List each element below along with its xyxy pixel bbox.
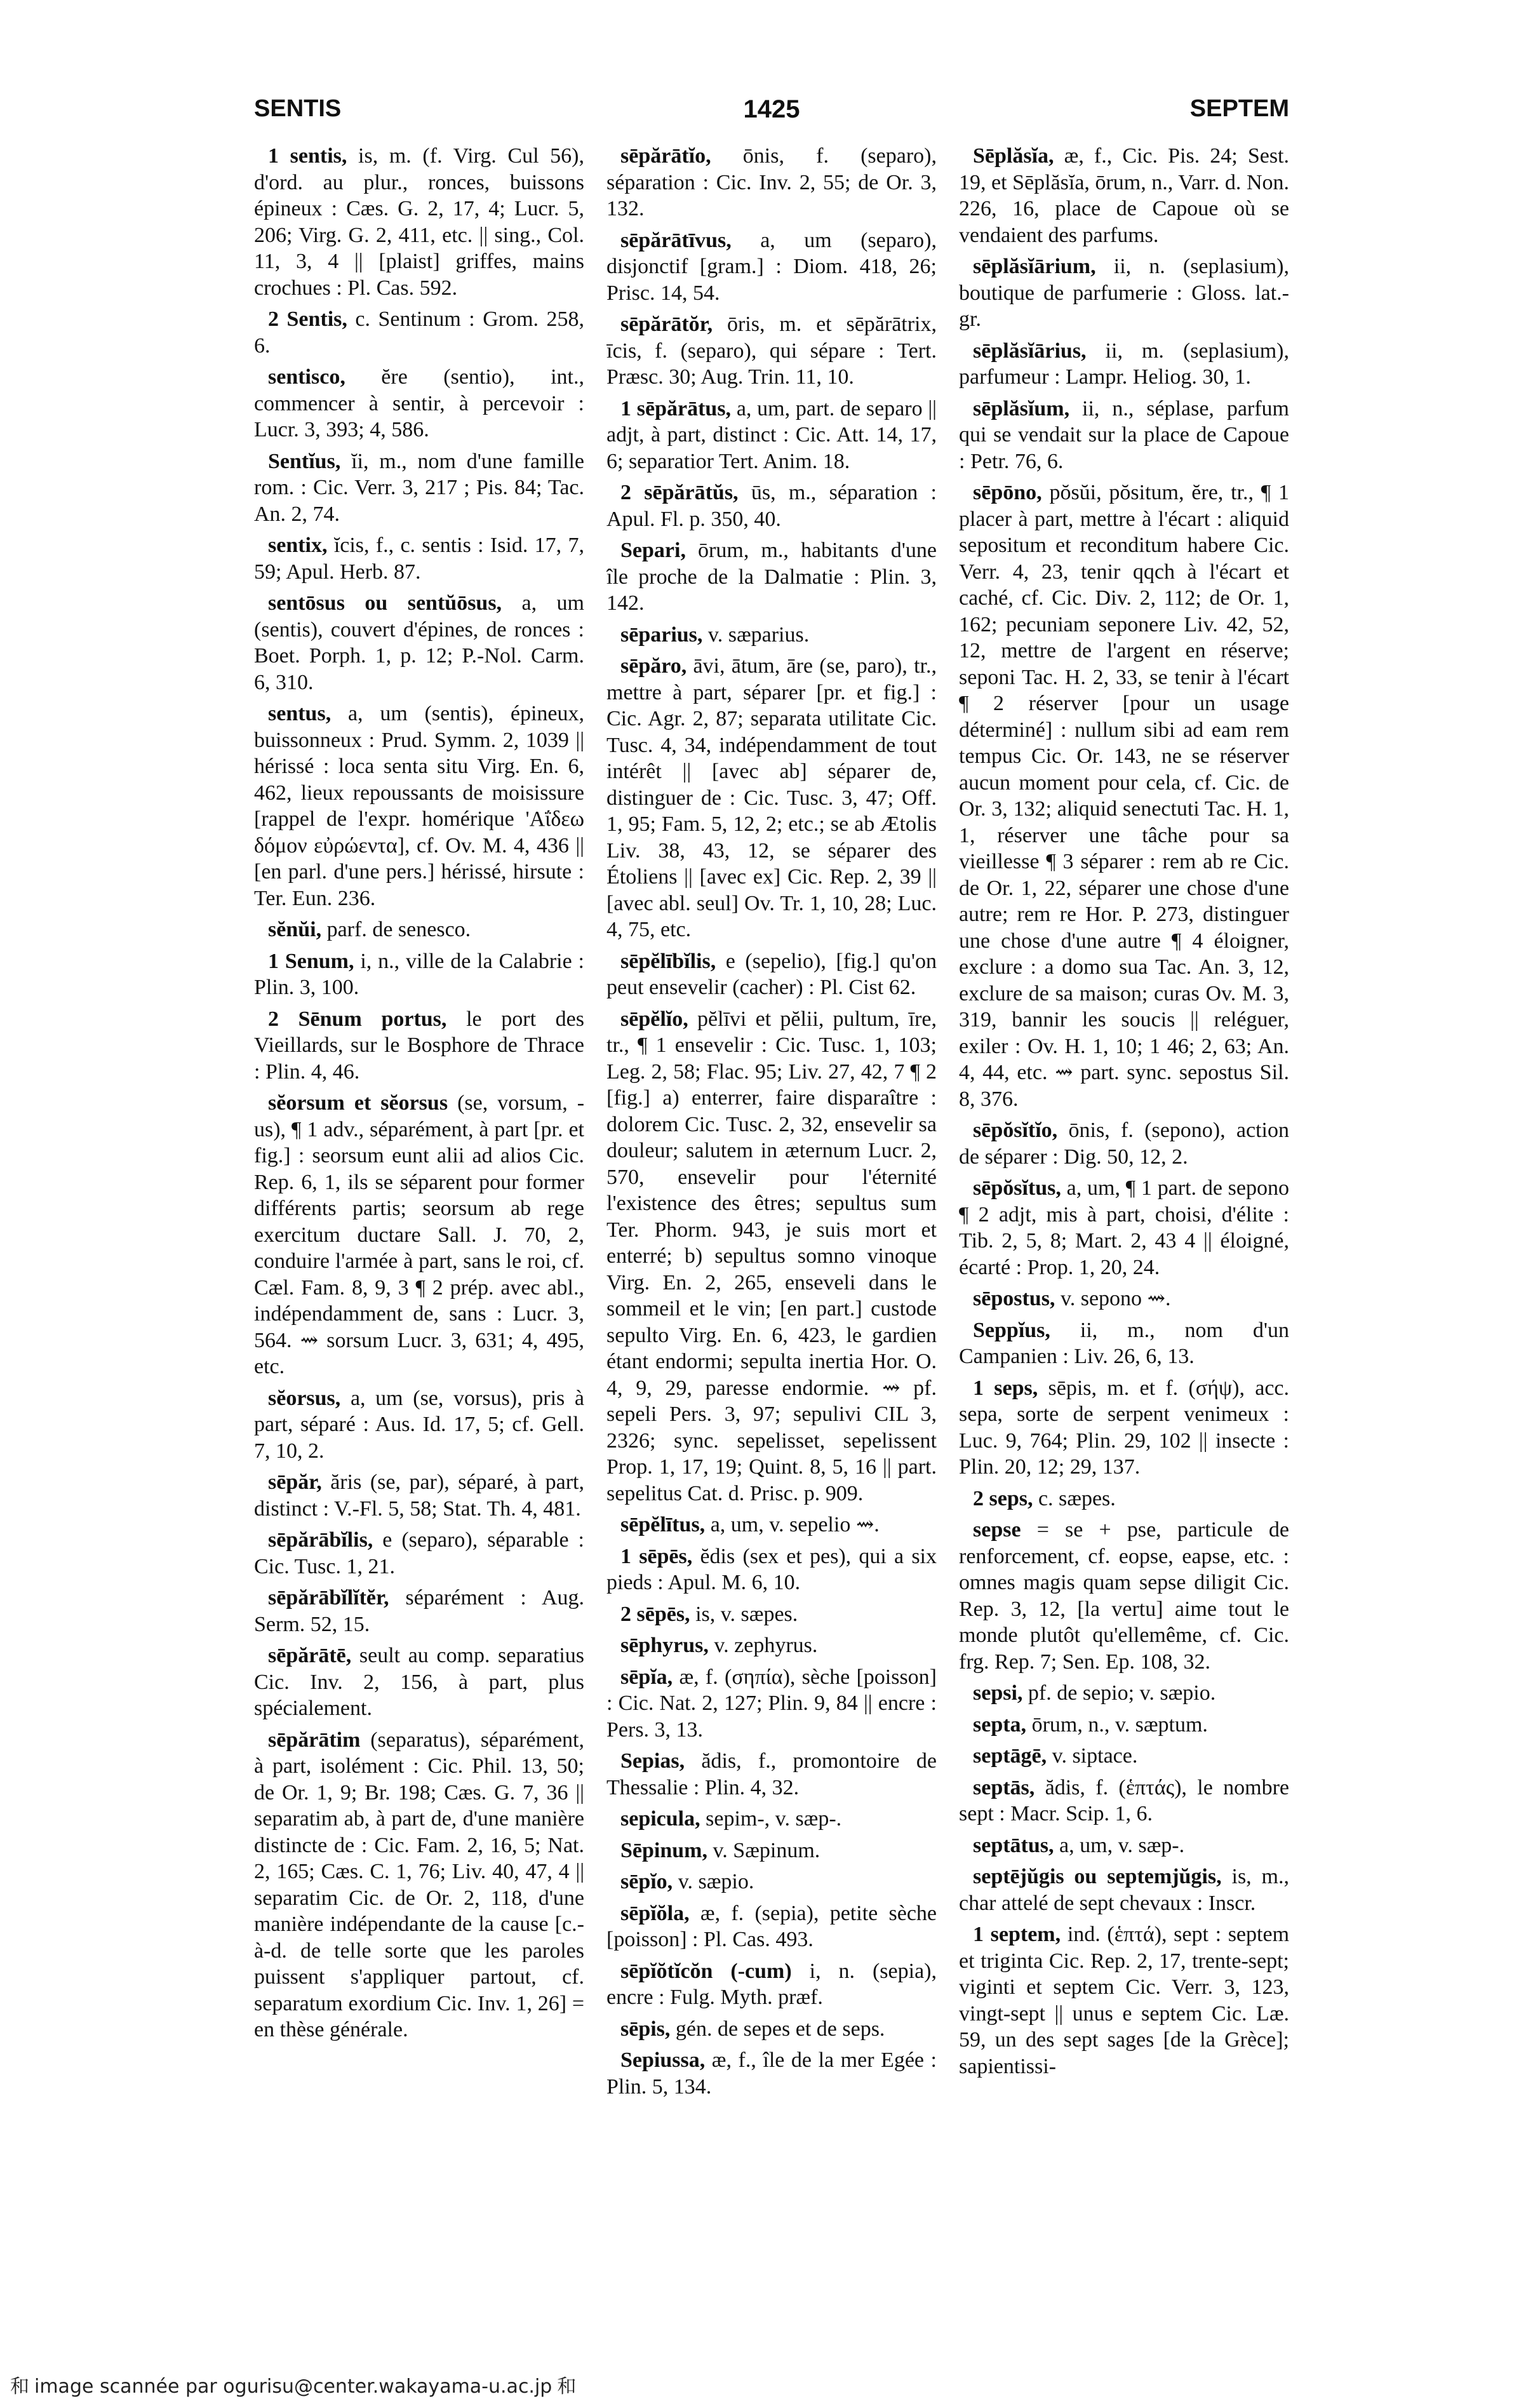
entry-definition: ădis, f., promontoire de Thessalie : Plin. 4, 32. xyxy=(606,1749,937,1799)
dictionary-entry xyxy=(254,306,584,359)
entry-headword: sĕorsum et sĕorsus xyxy=(268,1091,448,1115)
entry-definition: a, um, part. de separo || adjt, à part, distinct : Cic. Att. 14, 17, 6; separatior Tert. Anim. 18. xyxy=(606,396,937,473)
dictionary-entry xyxy=(254,948,584,1001)
entry-headword: sēpŏsĭtus, xyxy=(973,1176,1061,1200)
entry-headword: sēparius, xyxy=(620,622,703,647)
entry-definition: a, um, v. sepelio ⇝. xyxy=(710,1513,880,1536)
entry-definition: ōrum, m., habitants d'une île proche de la Dalmatie : Plin. 3, 142. xyxy=(606,539,937,615)
entry-definition: a, um (sentis), épineux, buissonneux : Prud. Symm. 2, 1039 || hérissé : loca senta situ Virg. En. 6, 462, lieux repoussants de moisissure [rappel de l'expr. homérique 'Αΐδεω δόμον εὐρώεντα], cf. Ov. M. 4, 436 || [en parl. d'une pers.] hérissé, hirsute : Ter. Eun. 236. xyxy=(254,702,584,910)
entry-definition: pŏsŭi, pŏsitum, ĕre, tr., ¶ 1 placer à part, mettre à l'écart : aliquid sepositum et reconditum habere Cic. Verr. 4, 23, tenir qqch à l'écart et caché, cf. Cic. Div. 2, 112; de Or. 1, 162; pecuniam seponere Liv. 42, 52, 12, mettre de l'argent en réserve; seponi Tac. H. 2, 33, se tenir à l'écart ¶ 2 réserver [pour un usage déterminé] : nullum sibi ad eam rem tempus Cic. Or. 143, ne se réserver aucun moment pour cela, cf. Cic. de Or. 3, 132; aliquid senectuti Tac. H. 1, 1, réserver une tâche pour sa vieillesse ¶ 3 séparer : rem ab re Cic. de Or. 1, 22, séparer une chose d'une autre; rem re Hor. P. 273, distinguer une chose d'une autre ¶ 4 éloigner, exclure : a domo sua Tac. An. 3, 12, exclure de sa maison; curas Ov. M. 3, 319, bannir les soucis || reléguer, exiler : Ov. H. 1, 10; 1 46; 2, 63; An. 4, 44, etc. ⇝ part. sync. sepostus Sil. 8, 376. xyxy=(959,481,1289,1111)
dictionary-entry xyxy=(606,622,937,649)
dictionary-entry xyxy=(254,364,584,443)
dictionary-entry xyxy=(959,1175,1289,1280)
dictionary-entry xyxy=(959,1832,1289,1859)
dictionary-entry xyxy=(606,1869,937,1895)
dictionary-entry xyxy=(959,1317,1289,1370)
dictionary-entry xyxy=(606,143,937,222)
entry-definition: ii, m. (seplasium), parfumeur : Lampr. Heliog. 30, 1. xyxy=(959,339,1289,389)
dictionary-entry xyxy=(254,917,584,943)
entry-headword: Sepias, xyxy=(620,1749,685,1773)
dictionary-entry xyxy=(254,448,584,528)
dictionary-entry xyxy=(959,1117,1289,1170)
entry-definition: ii, n. (seplasium), boutique de parfumerie : Gloss. lat.-gr. xyxy=(959,255,1289,331)
entry-headword: 1 sentis, xyxy=(268,144,347,168)
entry-definition: ōnis, f. (sepono), action de séparer : Dig. 50, 12, 2. xyxy=(959,1119,1289,1169)
entry-definition: ūs, m., séparation : Apul. Fl. p. 350, 40. xyxy=(606,481,937,531)
entry-definition: ĕre (sentio), int., commencer à sentir, à percevoir : Lucr. 3, 393; 4, 586. xyxy=(254,365,584,441)
entry-headword: sĕnŭi, xyxy=(268,918,322,941)
dictionary-entry xyxy=(254,590,584,696)
entry-headword: 1 seps, xyxy=(973,1376,1038,1400)
entry-definition: ōnis, f. (separo), séparation : Cic. Inv. 2, 55; de Or. 3, 132. xyxy=(606,144,937,220)
column-middle xyxy=(606,143,937,2283)
dictionary-entry xyxy=(254,1469,584,1522)
entry-headword: sēplăsĭārius, xyxy=(973,339,1087,363)
entry-definition: séparément : Aug. Serm. 52, 15. xyxy=(254,1586,584,1636)
entry-headword: sēplăsĭārium, xyxy=(973,255,1096,278)
entry-definition: æ, f., île de la mer Egée : Plin. 5, 134. xyxy=(606,2048,937,2099)
entry-definition: (se, vorsum, -us), ¶ 1 adv., séparément, à part [pr. et fig.] : seorsum eunt alii ad alios Cic. Rep. 6, 1, ils se séparent pour former différents partis; seorsum ab rege exercitum ductare Sall. J. 70, 2, conduire l'armée à part, sans le roi, cf. Cæl. Fam. 8, 9, 3 ¶ 2 prép. avec abl., indépendamment de, sans : Lucr. 3, 564. ⇝ sorsum Lucr. 3, 631; 4, 495, etc. xyxy=(254,1091,584,1378)
entry-headword: 1 sēpărātus, xyxy=(620,396,732,420)
entry-headword: sēplăsĭum, xyxy=(973,396,1070,420)
dictionary-entry xyxy=(606,227,937,307)
dictionary-entry xyxy=(959,1375,1289,1481)
entry-definition: ĭi, m., nom d'une famille rom. : Cic. Verr. 3, 217 ; Pis. 84; Tac. An. 2, 74. xyxy=(254,449,584,526)
entry-headword: 2 Sēnum portus, xyxy=(268,1007,447,1031)
dictionary-entry xyxy=(959,1921,1289,2080)
entry-headword: 2 seps, xyxy=(973,1486,1033,1510)
entry-headword: 2 sēpărātŭs, xyxy=(620,481,739,504)
footer-mark-left: 和 xyxy=(10,2376,29,2398)
dictionary-entry xyxy=(606,1006,937,1507)
entry-headword: sēpōno, xyxy=(973,481,1042,504)
entry-definition: c. sæpes. xyxy=(1038,1486,1116,1510)
dictionary-entry xyxy=(959,480,1289,1112)
entry-headword: 1 septem, xyxy=(973,1923,1061,1946)
page-number: 1425 xyxy=(743,95,800,123)
dictionary-entry xyxy=(606,396,937,475)
dictionary-entry xyxy=(606,1664,937,1744)
dictionary-entry xyxy=(254,1527,584,1580)
dictionary-entry xyxy=(959,338,1289,391)
dictionary-entry xyxy=(606,1900,937,1953)
dictionary-entry xyxy=(959,1743,1289,1770)
entry-definition: a, um (separo), disjonctif [gram.] : Diom. 418, 26; Prisc. 14, 54. xyxy=(606,228,937,305)
entry-headword: sēpĭŏtĭcŏn (-cum) xyxy=(620,1959,792,1983)
entry-headword: 2 Sentis, xyxy=(268,307,347,331)
entry-definition: = se + pse, particule de renforcement, cf. eopse, eapse, etc. : omnes magis quam sepse diligit Cic. Rep. 3, 12, [la vertu] aime tout le monde plutôt qu'ellemême, cf. Cic. frg. Rep. 7; Sen. Ep. 108, 32. xyxy=(959,1518,1289,1674)
entry-definition: v. Sæpinum. xyxy=(713,1838,820,1862)
entry-definition: a, um (se, vorsus), pris à part, séparé : Aus. Id. 17, 5; cf. Gell. 7, 10, 2. xyxy=(254,1386,584,1463)
entry-definition: v. sæpio. xyxy=(678,1870,754,1893)
header-guide-word-right: SEPTEM xyxy=(1189,95,1289,122)
entry-headword: Sēpinum, xyxy=(620,1838,707,1862)
entry-definition: a, um, ¶ 1 part. de sepono ¶ 2 adjt, mis à part, choisi, d'élite : Tib. 2, 5, 8; Mart. 2, 43 4 || éloigné, écarté : Prop. 1, 20, 24. xyxy=(959,1176,1289,1279)
entry-headword: sēpărābĭlĭtĕr, xyxy=(268,1586,389,1610)
entry-headword: sentisco, xyxy=(268,365,345,389)
entry-definition: sepim-, v. sæp-. xyxy=(706,1807,842,1831)
entry-headword: septās, xyxy=(973,1775,1035,1799)
entry-headword: sēpărātīvus, xyxy=(620,228,732,252)
entry-headword: sēpărātŏr, xyxy=(620,313,713,336)
entry-headword: septējŭgis ou septemjŭgis, xyxy=(973,1865,1222,1888)
entry-headword: 2 sēpēs, xyxy=(620,1602,690,1626)
dictionary-entry xyxy=(959,396,1289,475)
entry-headword: sēpărātim xyxy=(268,1728,361,1752)
entry-headword: sēpĭa, xyxy=(620,1665,673,1689)
entry-headword: sentōsus ou sentŭōsus, xyxy=(268,591,502,615)
entry-definition: ōrum, n., v. sæptum. xyxy=(1031,1712,1208,1737)
entry-definition: v. siptace. xyxy=(1052,1744,1138,1768)
dictionary-entry xyxy=(959,1680,1289,1707)
dictionary-entry xyxy=(606,2016,937,2043)
entry-headword: sepicula, xyxy=(620,1807,700,1831)
entry-definition: ăris (se, par), séparé, à part, distinct : V.-Fl. 5, 58; Stat. Th. 4, 481. xyxy=(254,1470,584,1521)
entry-headword: sepsi, xyxy=(973,1681,1023,1705)
entry-definition: parf. de senesco. xyxy=(326,918,471,941)
entry-definition: c. Sentinum : Grom. 258, 6. xyxy=(254,307,584,358)
dictionary-entry xyxy=(606,2047,937,2100)
entry-headword: Seppĭus, xyxy=(973,1318,1050,1342)
dictionary-entry xyxy=(959,1712,1289,1738)
entry-definition: ĭcis, f., c. sentis : Isid. 17, 7, 59; Apul. Herb. 87. xyxy=(254,534,584,584)
entry-headword: sepse xyxy=(973,1518,1021,1542)
dictionary-entry xyxy=(606,1806,937,1832)
dictionary-entry xyxy=(959,1486,1289,1512)
entry-headword: Sepiussa, xyxy=(620,2048,706,2072)
dictionary-columns xyxy=(254,143,1289,2283)
entry-headword: sēphyrus, xyxy=(620,1634,709,1657)
entry-definition: v. zephyrus. xyxy=(714,1634,818,1657)
entry-definition: v. sæparius. xyxy=(707,622,810,647)
entry-definition: pĕlīvi et pĕlii, pultum, īre, tr., ¶ 1 ensevelir : Cic. Tusc. 1, 103; Leg. 2, 58; Flac. 95; Liv. 27, 42, 7 ¶ 2 [fig.] a) enterrer, faire disparaître : dolorem Cic. Tusc. 2, 32, ensevelir sa douleur; salutem in æternum Lucr. 2, 570, ensevelir pour l'éternité l'existence des êtres; sepultus sum Ter. Phorm. 943, je suis mort et enterré; b) sepultus somno vinoque Virg. En. 2, 265, enseveli dans le sommeil et le vin; [en part.] custode sepulto Virg. En. 6, 423, le gardien étant endormi; sepulta inertia Hor. O. 4, 9, 29, paresse endormie. ⇝ pf. sepeli Pers. 3, 97; sepulivi CIL 3, 2326; sync. sepelisset, sepelissent Prop. 1, 17, 19; Quint. 8, 5, 16 || part. sepelitus Cat. d. Prisc. p. 909. xyxy=(606,1007,937,1505)
entry-headword: Separi, xyxy=(620,539,686,562)
dictionary-entry xyxy=(254,1585,584,1637)
dictionary-entry xyxy=(254,1006,584,1085)
entry-definition: v. sepono ⇝. xyxy=(1060,1287,1171,1310)
dictionary-entry xyxy=(606,537,937,617)
dictionary-entry xyxy=(254,1090,584,1380)
entry-headword: sēpĕlītus, xyxy=(620,1513,706,1536)
dictionary-entry xyxy=(254,1385,584,1465)
entry-definition: ădis, f. (ἑπτάς), le nombre sept : Macr. Scip. 1, 6. xyxy=(959,1775,1289,1825)
entry-headword: sēpĕlĭo, xyxy=(620,1007,688,1031)
entry-definition: æ, f. (sepia), petite sèche [poisson] : Pl. Cas. 493. xyxy=(606,1901,937,1951)
entry-definition: ĕdis (sex et pes), qui a six pieds : Apul. M. 6, 10. xyxy=(606,1544,937,1594)
entry-definition: gén. de sepes et de seps. xyxy=(675,2017,885,2041)
column-right xyxy=(959,143,1289,2283)
dictionary-entry xyxy=(254,1727,584,2043)
dictionary-entry xyxy=(254,701,584,911)
entry-headword: Sēplăsĭa, xyxy=(973,144,1054,168)
dictionary-entry xyxy=(606,1838,937,1864)
dictionary-entry xyxy=(606,1748,937,1801)
dictionary-entry xyxy=(254,143,584,301)
dictionary-entry xyxy=(606,653,937,943)
entry-definition: sēpis, m. et f. (σήψ), acc. sepa, sorte de serpent venimeux : Luc. 9, 764; Plin. 29, 102 || insecte : Plin. 20, 12; 29, 137. xyxy=(959,1376,1289,1479)
entry-definition: āvi, ātum, āre (se, paro), tr., mettre à part, séparer [pr. et fig.] : Cic. Agr. 2, 87; separata utilitate Cic. Tusc. 4, 34, indépendamment de tout intérêt || [avec ab] séparer de, distinguer de : Cic. Tusc. 3, 47; Off. 1, 95; Fam. 5, 12, 2; etc.; se ab Ætolis Liv. 38, 43, 12, se séparer des Étoliens || [avec ex] Cic. Rep. 2, 39 || [avec abl. seul] Ov. Tr. 1, 10, 28; Luc. 4, 75, etc. xyxy=(606,654,937,941)
entry-headword: sĕorsus, xyxy=(268,1386,341,1410)
entry-definition: is, v. sæpes. xyxy=(695,1602,798,1626)
entry-headword: 1 Senum, xyxy=(268,949,354,973)
entry-definition: is, m., char attelé de sept chevaux : Inscr. xyxy=(959,1865,1289,1915)
entry-definition: a, um (sentis), couvert d'épines, de ronces : Boet. Porph. 1, p. 12; P.-Nol. Carm. 6, 310. xyxy=(254,591,584,694)
dictionary-entry xyxy=(959,143,1289,248)
header-guide-word-left: SENTIS xyxy=(254,95,342,122)
entry-definition: i, n., ville de la Calabrie : Plin. 3, 100. xyxy=(254,949,584,999)
entry-definition: i, n. (sepia), encre : Fulg. Myth. præf. xyxy=(606,1959,937,2009)
entry-headword: septāgē, xyxy=(973,1744,1047,1768)
dictionary-entry xyxy=(606,948,937,1001)
dictionary-entry xyxy=(606,1512,937,1538)
dictionary-entry xyxy=(254,532,584,585)
dictionary-entry xyxy=(959,253,1289,333)
entry-headword: septa, xyxy=(973,1712,1027,1737)
dictionary-entry xyxy=(606,1543,937,1596)
running-header xyxy=(254,95,1289,133)
entry-definition: (separatus), séparément, à part, isolément : Cic. Phil. 13, 50; de Or. 1, 9; Br. 198; Cæs. G. 7, 36 || separatim ab, à part de, d'une manière distincte de : Cic. Fam. 2, 16, 5; Nat. 2, 165; Cæs. C. 1, 76; Liv. 40, 47, 4 || separatim Cic. de Or. 2, 118, d'une manière indépendante de la cause [c.-à-d. de telle sorte que les paroles puissent s'appliquer partout, cf. separatum exordium Cic. Inv. 1, 26] = en thèse générale. xyxy=(254,1728,584,2041)
entry-definition: le port des Vieillards, sur le Bosphore de Thrace : Plin. 4, 46. xyxy=(254,1007,584,1084)
dictionary-entry xyxy=(959,1864,1289,1916)
entry-headword: sēpŏsĭtĭo, xyxy=(973,1119,1058,1142)
dictionary-entry xyxy=(606,1632,937,1659)
entry-headword: sēpĭŏla, xyxy=(620,1901,690,1925)
scan-credit xyxy=(0,2370,581,2398)
entry-headword: 1 sēpēs, xyxy=(620,1544,693,1568)
dictionary-entry xyxy=(606,1958,937,2011)
entry-definition: æ, f. (σηπία), sèche [poisson] : Cic. Nat. 2, 127; Plin. 9, 84 || encre : Pers. 3, 13. xyxy=(606,1665,937,1742)
dictionary-entry xyxy=(959,1286,1289,1312)
entry-definition: æ, f., Cic. Pis. 24; Sest. 19, et Sēplăsĭa, ōrum, n., Varr. d. Non. 226, 16, place de Capoue où se vendaient des parfums. xyxy=(959,144,1289,247)
entry-headword: septātus, xyxy=(973,1833,1054,1857)
entry-definition: e (sepelio), [fig.] qu'on peut ensevelir (cacher) : Pl. Cist 62. xyxy=(606,949,937,999)
entry-definition: pf. de sepio; v. sæpio. xyxy=(1028,1681,1216,1705)
dictionary-entry xyxy=(254,1643,584,1722)
entry-headword: sēpărātē, xyxy=(268,1644,352,1667)
entry-headword: sēpis, xyxy=(620,2017,671,2041)
footer-text: image scannée par ogurisu@center.wakayama-u.ac.jp xyxy=(34,2376,552,2398)
entry-headword: sēpăro, xyxy=(620,654,687,678)
entry-headword: Sentĭus, xyxy=(268,449,341,473)
dictionary-entry xyxy=(959,1517,1289,1675)
entry-headword: sēpărābĭlis, xyxy=(268,1528,373,1552)
entry-definition: ōris, m. et sēpărātrix, īcis, f. (separo), qui sépare : Tert. Præsc. 30; Aug. Trin. 11, 10. xyxy=(606,313,937,389)
entry-headword: sēpĕlībĭlis, xyxy=(620,949,716,973)
entry-headword: sēpăr, xyxy=(268,1470,322,1494)
entry-headword: sēpărātĭo, xyxy=(620,144,711,168)
column-left xyxy=(254,143,584,2283)
dictionary-entry xyxy=(606,480,937,532)
entry-definition: a, um, v. sæp-. xyxy=(1059,1833,1185,1857)
entry-headword: sentix, xyxy=(268,534,328,557)
entry-definition: seult au comp. separatius Cic. Inv. 2, 156, à part, plus spécialement. xyxy=(254,1644,584,1720)
entry-headword: sēpostus, xyxy=(973,1287,1055,1310)
entry-definition: ind. (ἑπτά), sept : septem et triginta Cic. Rep. 2, 17, trente-sept; viginti et septem Cic. Verr. 3, 123, vingt-sept || unus e septem Cic. Læ. 59, un des sept sages [de la Grèce]; sapientissi- xyxy=(959,1923,1289,2078)
entry-headword: sēpĭo, xyxy=(620,1870,673,1893)
dictionary-entry xyxy=(606,311,937,391)
entry-headword: sentus, xyxy=(268,702,331,725)
dictionary-entry xyxy=(606,1601,937,1628)
entry-definition: ii, n., séplase, parfum qui se vendait sur la place de Capoue : Petr. 76, 6. xyxy=(959,396,1289,473)
entry-definition: e (separo), séparable : Cic. Tusc. 1, 21. xyxy=(254,1528,584,1578)
dictionary-entry xyxy=(959,1775,1289,1827)
entry-definition: is, m. (f. Virg. Cul 56), d'ord. au plur., ronces, buissons épineux : Cæs. G. 2, 17, 4; Lucr. 5, 206; Virg. G. 2, 411, etc. || sing., Col. 11, 3, 4 || [plaist] griffes, mains crochues : Pl. Cas. 592. xyxy=(254,144,584,300)
entry-definition: ii, m., nom d'un Campanien : Liv. 26, 6, 13. xyxy=(959,1318,1289,1368)
footer-mark-right: 和 xyxy=(557,2376,577,2398)
